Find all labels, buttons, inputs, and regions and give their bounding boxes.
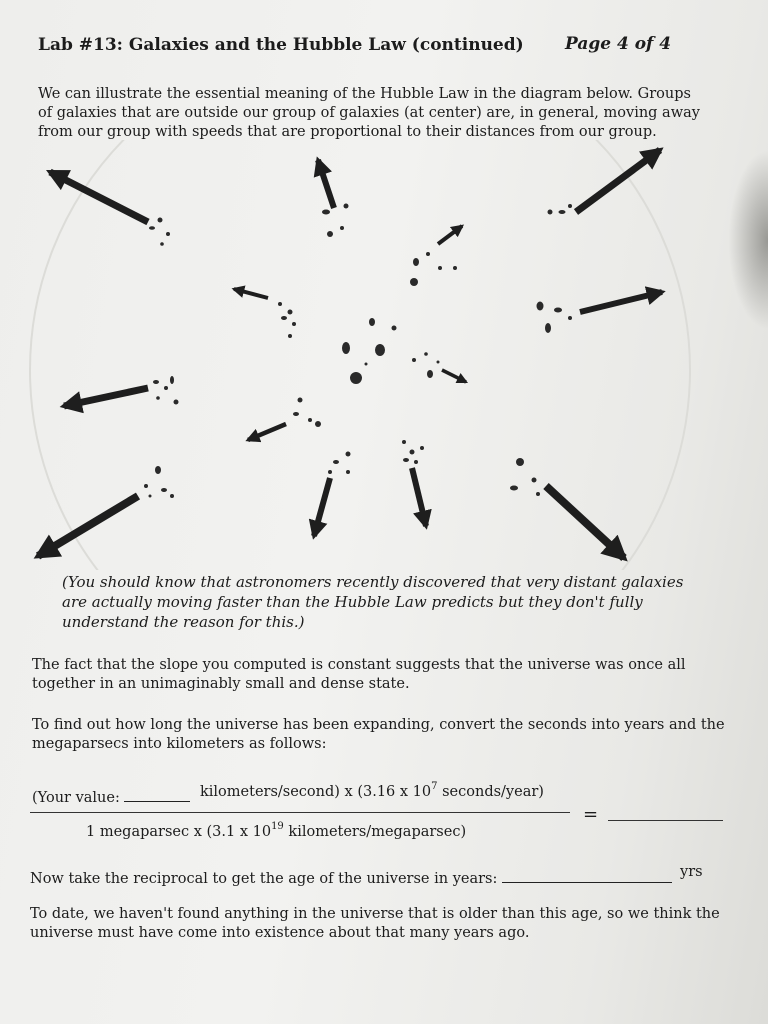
equals-sign: = [583,804,599,825]
page-number: Page 4 of 4 [565,34,672,54]
galaxy-group-left [153,376,179,405]
reciprocal-text: Now take the reciprocal to get the age of the universe in years: [30,871,498,887]
arrow-far-left [64,388,148,406]
arrow-near-lower-left [248,424,286,440]
arrow-far-up [318,160,334,208]
arrow-near-upper-right [438,226,462,244]
galaxy-group-lower-center-left [328,452,351,475]
result-blank[interactable] [608,820,723,821]
denominator-tail: kilometers/megaparsec) [283,824,467,840]
arrow-down-left [314,478,330,536]
galaxy-group-upper-right [548,204,573,215]
numerator-exponent: 7 [431,781,438,792]
arrow-lower-right [546,486,624,558]
galaxy-group-lower-right [510,458,540,496]
numerator-tail: seconds/year) [437,784,544,800]
arrow-near-right [442,370,466,382]
galaxy-group-near-left [278,302,296,338]
reciprocal-line [30,870,672,889]
your-value-field[interactable] [32,790,190,806]
numerator-text: kilometers/second) x (3.16 x 10 [200,784,432,800]
galaxy-group-near-upper-right [410,252,457,286]
conversion-instructions: To find out how long the universe has been expanding, convert the seconds into years and the megaparsecs into kilometers as follows: [32,717,725,752]
galaxy-group-center [342,318,397,384]
slope-paragraph: The fact that the slope you computed is constant suggests that the universe was once all together in an unimaginably small and dense state. [32,657,686,692]
intro-paragraph: We can illustrate the essential meaning of the Hubble Law in the diagram below. Groups of galaxies that are outside our group of galaxies (at center) are, in general, moving away from our group with speeds that are proportional to their distances from our group. [38,86,700,140]
galaxy-group-lower-left [144,466,174,498]
your-value-blank[interactable] [124,801,190,802]
fraction-bar [30,812,570,813]
arrow-far-upper-right [576,150,660,212]
galaxy-group-lower-center [402,440,424,464]
arrow-lower-left [38,496,138,556]
galaxy-group-top [322,204,349,238]
arrow-near-left [234,289,268,298]
galaxy-group-right [537,302,573,334]
conclusion-paragraph: To date, we haven't found anything in the universe that is older than this age, so we think the universe must have come into existence about that many years ago. [30,906,720,941]
age-blank[interactable] [502,882,672,883]
arrow-far-right [580,292,662,312]
denominator-text: 1 megaparsec x (3.1 x 10 [86,824,272,840]
astronomers-note: (You should know that astronomers recently discovered that very distant galaxies are actually moving faster than the Hubble Law predicts but they don't fully understand the reason for this.) [62,573,684,631]
galaxy-group-near-right [412,352,440,378]
formula-numerator [200,781,544,800]
arrow-far-upper-left [50,172,148,222]
hubble-diagram [0,140,768,570]
your-value-label: (Your value: [32,790,120,806]
years-unit: yrs [680,864,703,880]
denominator-exponent: 19 [271,821,284,832]
expansion-arrows [38,150,662,558]
arrow-down [412,468,426,526]
galaxy-groups [144,204,572,499]
galaxy-group-near-lower-left [293,398,321,428]
lab-title: Lab #13: Galaxies and the Hubble Law (continued) [38,35,524,55]
galaxy-group-upper-left [149,218,170,246]
formula-denominator [86,821,467,840]
